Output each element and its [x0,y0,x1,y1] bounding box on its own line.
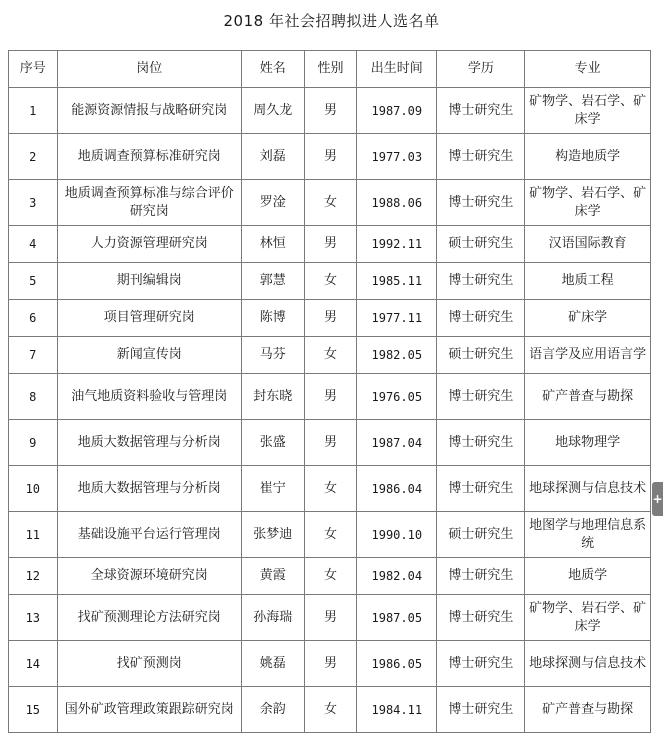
cell-gender: 女 [304,558,357,595]
cell-birth: 1988.06 [357,180,437,226]
cell-gender: 女 [304,337,357,374]
cell-name: 张盛 [241,420,304,466]
cell-position: 人力资源管理研究岗 [57,226,241,263]
cell-education: 博士研究生 [437,595,525,641]
table-row [9,641,651,687]
cell-education: 硕士研究生 [437,226,525,263]
cell-position: 地质调查预算标准与综合评价研究岗 [57,180,241,226]
cell-seq: 10 [9,466,58,512]
cell-gender: 女 [304,263,357,300]
table-row [9,420,651,466]
cell-position: 能源资源情报与战略研究岗 [57,88,241,134]
cell-birth: 1987.05 [357,595,437,641]
table-row [9,558,651,595]
cell-major: 地球物理学 [525,420,651,466]
cell-position: 期刊编辑岗 [57,263,241,300]
cell-major: 地图学与地理信息系统 [525,512,651,558]
cell-education: 博士研究生 [437,134,525,180]
cell-education: 博士研究生 [437,687,525,733]
table-row [9,466,651,512]
cell-birth: 1977.11 [357,300,437,337]
table-row [9,300,651,337]
plus-icon: + [652,492,663,506]
candidate-table [8,50,651,733]
cell-gender: 男 [304,226,357,263]
table-row [9,263,651,300]
cell-birth: 1986.05 [357,641,437,687]
table-row [9,88,651,134]
cell-name: 黄霞 [241,558,304,595]
cell-seq: 3 [9,180,58,226]
cell-gender: 女 [304,180,357,226]
cell-education: 博士研究生 [437,641,525,687]
cell-education: 博士研究生 [437,300,525,337]
cell-name: 马芬 [241,337,304,374]
cell-seq: 13 [9,595,58,641]
cell-position: 项目管理研究岗 [57,300,241,337]
cell-name: 姚磊 [241,641,304,687]
cell-name: 周久龙 [241,88,304,134]
cell-birth: 1982.04 [357,558,437,595]
cell-birth: 1976.05 [357,374,437,420]
page-title: 2018 年社会招聘拟进人选名单 [223,12,440,30]
cell-seq: 14 [9,641,58,687]
cell-seq: 8 [9,374,58,420]
cell-gender: 男 [304,88,357,134]
cell-position: 地质大数据管理与分析岗 [57,420,241,466]
cell-birth: 1986.04 [357,466,437,512]
cell-gender: 男 [304,374,357,420]
cell-education: 博士研究生 [437,420,525,466]
table-body [9,88,651,733]
cell-birth: 1977.03 [357,134,437,180]
cell-major: 地球探测与信息技术 [525,466,651,512]
header-position: 岗位 [57,51,241,88]
cell-gender: 女 [304,512,357,558]
cell-position: 新闻宣传岗 [57,337,241,374]
cell-education: 博士研究生 [437,263,525,300]
cell-name: 罗淦 [241,180,304,226]
cell-major: 语言学及应用语言学 [525,337,651,374]
cell-major: 构造地质学 [525,134,651,180]
cell-birth: 1982.05 [357,337,437,374]
cell-seq: 5 [9,263,58,300]
cell-position: 地质大数据管理与分析岗 [57,466,241,512]
cell-major: 地球探测与信息技术 [525,641,651,687]
cell-name: 郭慧 [241,263,304,300]
cell-seq: 1 [9,88,58,134]
cell-seq: 9 [9,420,58,466]
cell-name: 孙海瑞 [241,595,304,641]
cell-major: 矿产普查与勘探 [525,374,651,420]
cell-name: 余韵 [241,687,304,733]
cell-major: 矿产普查与勘探 [525,687,651,733]
table-row [9,226,651,263]
table-row [9,337,651,374]
cell-position: 基础设施平台运行管理岗 [57,512,241,558]
header-education: 学历 [437,51,525,88]
cell-gender: 男 [304,420,357,466]
cell-major: 地质工程 [525,263,651,300]
cell-seq: 11 [9,512,58,558]
cell-major: 矿物学、岩石学、矿床学 [525,595,651,641]
cell-name: 封东晓 [241,374,304,420]
table-row [9,374,651,420]
cell-education: 博士研究生 [437,88,525,134]
table-row [9,687,651,733]
cell-gender: 女 [304,687,357,733]
table-row [9,595,651,641]
header-name: 姓名 [241,51,304,88]
cell-name: 崔宁 [241,466,304,512]
header-birth: 出生时间 [357,51,437,88]
cell-gender: 女 [304,466,357,512]
cell-seq: 12 [9,558,58,595]
cell-major: 矿床学 [525,300,651,337]
cell-gender: 男 [304,134,357,180]
cell-position: 全球资源环境研究岗 [57,558,241,595]
cell-gender: 男 [304,300,357,337]
cell-gender: 男 [304,641,357,687]
table-row [9,512,651,558]
side-expand-tab[interactable] [652,482,663,516]
cell-position: 地质调查预算标准研究岗 [57,134,241,180]
cell-major: 地质学 [525,558,651,595]
cell-major: 矿物学、岩石学、矿床学 [525,180,651,226]
table-row [9,134,651,180]
cell-birth: 1987.09 [357,88,437,134]
cell-birth: 1984.11 [357,687,437,733]
cell-education: 硕士研究生 [437,512,525,558]
cell-position: 国外矿政管理政策跟踪研究岗 [57,687,241,733]
header-gender: 性别 [304,51,357,88]
cell-name: 张梦迪 [241,512,304,558]
cell-education: 博士研究生 [437,374,525,420]
cell-seq: 2 [9,134,58,180]
cell-education: 硕士研究生 [437,337,525,374]
cell-position: 油气地质资料验收与管理岗 [57,374,241,420]
cell-education: 博士研究生 [437,558,525,595]
table-header-row [9,51,651,88]
cell-major: 汉语国际教育 [525,226,651,263]
header-seq: 序号 [9,51,58,88]
cell-seq: 6 [9,300,58,337]
cell-birth: 1992.11 [357,226,437,263]
table-row [9,180,651,226]
cell-gender: 男 [304,595,357,641]
cell-seq: 15 [9,687,58,733]
cell-name: 林恒 [241,226,304,263]
cell-seq: 4 [9,226,58,263]
cell-birth: 1990.10 [357,512,437,558]
header-major: 专业 [525,51,651,88]
cell-position: 找矿预测理论方法研究岗 [57,595,241,641]
cell-education: 博士研究生 [437,466,525,512]
cell-education: 博士研究生 [437,180,525,226]
cell-name: 陈博 [241,300,304,337]
cell-name: 刘磊 [241,134,304,180]
cell-birth: 1987.04 [357,420,437,466]
cell-major: 矿物学、岩石学、矿床学 [525,88,651,134]
cell-birth: 1985.11 [357,263,437,300]
cell-position: 找矿预测岗 [57,641,241,687]
cell-seq: 7 [9,337,58,374]
